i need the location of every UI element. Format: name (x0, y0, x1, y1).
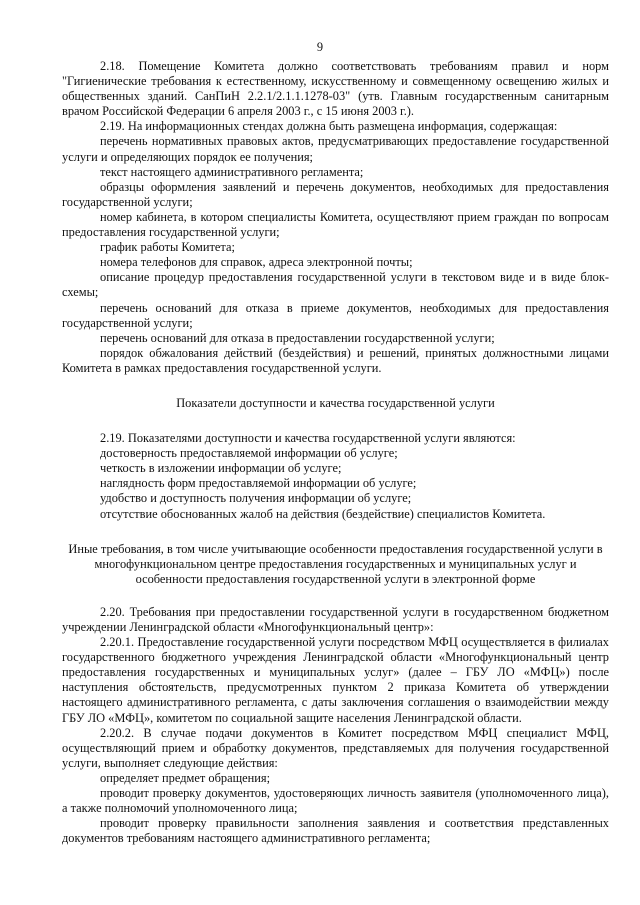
list-item: определяет предмет обращения; (100, 770, 271, 785)
list-item: график работы Комитета; (100, 240, 235, 255)
paragraph-2-19-indicators: 2.19. Показателями доступности и качества государственной услуги являются: (100, 431, 516, 446)
list-item: наглядность форм предоставляемой информации об услуге; (100, 476, 417, 491)
document-body (62, 59, 609, 846)
paragraph-2-20-2: 2.20.2. В случае подачи документов в Комитет посредством МФЦ специалист МФЦ, осуществляющий прием и обработку документов, представляемых для получения государственной услуги, выполняет следующие действия: (62, 725, 609, 770)
list-item: проводит проверку правильности заполнения заявления и соответствия представленных документов требованиям настоящего административного регламента; (62, 816, 609, 846)
list-item: четкость в изложении информации об услуге; (100, 461, 342, 476)
paragraph-2-19: 2.19. На информационных стендах должна быть размещена информация, содержащая: (100, 119, 558, 134)
paragraph-2-18: 2.18. Помещение Комитета должно соответствовать требованиям правил и норм "Гигиенические требования к естественному, искусственному и совмещенному освещению жилых и общественных зданий. СанПиН 2.2.1/2.1.1.1278-03" (утв. Главным государственным санитарным врачом Российской Федерации 6 апреля 2003 г., с 15 июня 2003 г.). (62, 59, 609, 119)
list-item: порядок обжалования действий (бездействия) и решений, принятых должностными лицами Комитета в рамках предоставления государственной услуги. (62, 345, 609, 375)
list-item: текст настоящего административного регламента; (100, 164, 364, 179)
list-item: номера телефонов для справок, адреса электронной почты; (100, 255, 413, 270)
list-item: удобство и доступность получения информации об услуге; (100, 491, 412, 506)
paragraph-2-20: 2.20. Требования при предоставлении государственной услуги в государственном бюджетном учреждении Ленинградской области «Многофункциональный центр»: (62, 604, 609, 634)
paragraph-2-20-1: 2.20.1. Предоставление государственной услуги посредством МФЦ осуществляется в филиалах государственного бюджетного учреждения Ленинградской области «Многофункциональный центр предоставления государственных и муниципальных услуг» (далее – ГБУ ЛО «МФЦ») после наступления обстоятельств, предусмотренных пунктом 2 приказа Комитета об утверждении настоящего административного регламента, с даты заключения соглашения о взаимодействии между ГБУ ЛО «МФЦ», комитетом по социальной защите населения Ленинградской области. (62, 635, 609, 725)
list-item: образцы оформления заявлений и перечень документов, необходимых для предоставления государственной услуги; (62, 179, 609, 209)
list-item: описание процедур предоставления государственной услуги в текстовом виде и в виде блок-схемы; (62, 270, 609, 300)
list-item: достоверность предоставляемой информации об услуге; (100, 446, 398, 461)
list-item: проводит проверку документов, удостоверяющих личность заявителя (уполномоченного лица), а также полномочий уполномоченного лица; (62, 786, 609, 816)
section-heading-mfc: Иные требования, в том числе учитывающие особенности предоставления государственной услуги в многофункциональном центре предоставления государственных и муниципальных услуг и особенности предоставления государственной услуги в электронной форме (68, 541, 603, 586)
list-item: перечень оснований для отказа в предоставлении государственной услуги; (100, 330, 495, 345)
list-item: отсутствие обоснованных жалоб на действия (бездействие) специалистов Комитета. (100, 506, 546, 521)
list-item: перечень нормативных правовых актов, предусматривающих предоставление государственной услуги и определяющих порядок ее получения; (62, 134, 609, 164)
section-heading-accessibility: Показатели доступности и качества государственной услуги (176, 395, 495, 410)
page-number: 9 (316, 40, 324, 54)
list-item: перечень оснований для отказа в приеме документов, необходимых для предоставления государственной услуги; (62, 300, 609, 330)
list-item: номер кабинета, в котором специалисты Комитета, осуществляют прием граждан по вопросам предоставления государственной услуги; (62, 209, 609, 240)
